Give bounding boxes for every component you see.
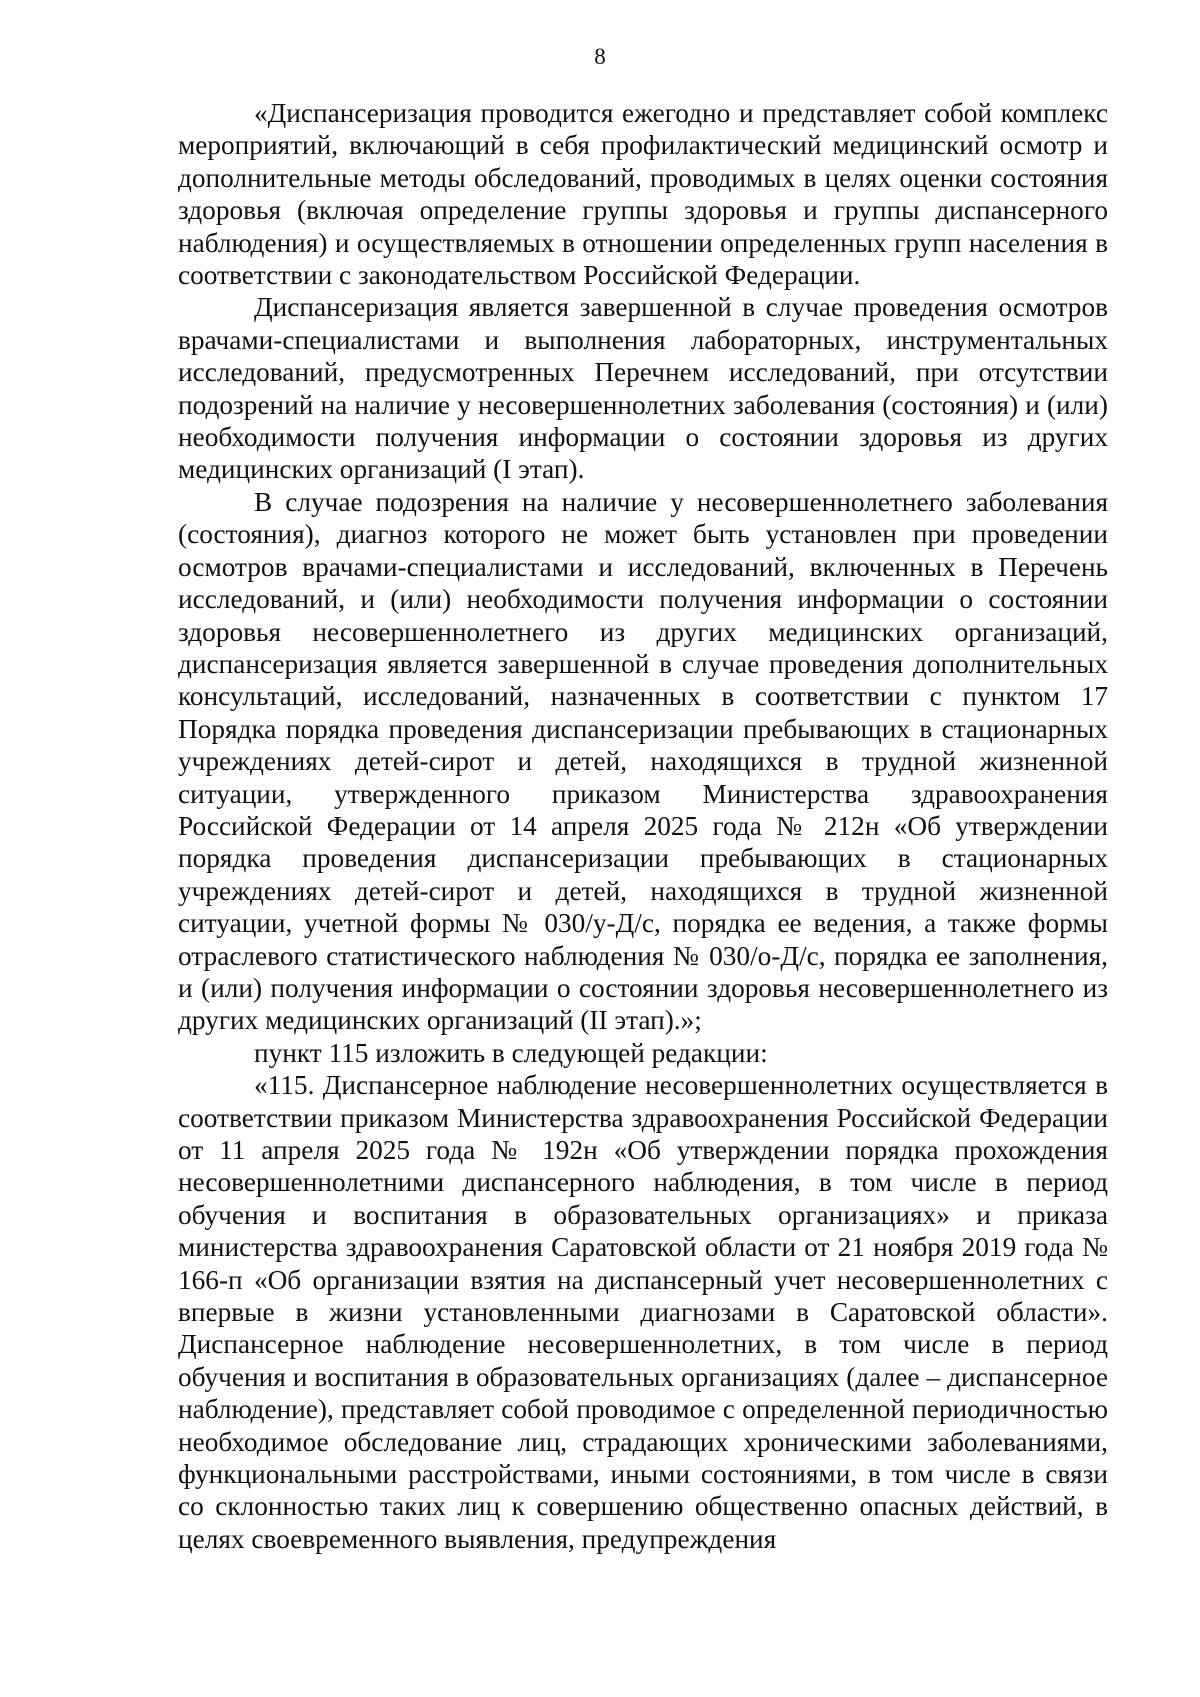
paragraph-dispanserization-definition: «Диспансеризация проводится ежегодно и представляет собой комплекс мероприятий, включающий в себя профилактический медицинский осмотр и дополнительные методы обследований, проводимых в целях оценки состояния здоровья (включая определение группы здоровья и группы диспансерного наблюдения) и осуществляемых в отношении определенных групп населения в соответствии с законодательством Российской Федерации. bbox=[178, 98, 1108, 291]
paragraph-clause-115: «115. Диспансерное наблюдение несовершеннолетних осуществляется в соответствии приказом Министерства здравоохранения Российской Федерации от 11 апреля 2025 года № 192н «Об утверждении порядка прохождения несовершеннолетними диспансерного наблюдения, в том числе в период обучения и воспитания в образовательных организациях» и приказа министерства здравоохранения Саратовской области от 21 ноября 2019 года № 166-п «Об организации взятия на диспансерный учет несовершеннолетних с впервые в жизни установленными диагнозами в Саратовской области». Диспансерное наблюдение несовершеннолетних, в том числе в период обучения и воспитания в образовательных организациях (далее – диспансерное наблюдение), представляет собой проводимое с определенной периодичностью необходимое обследование лиц, страдающих хроническими заболеваниями, функциональными расстройствами, иными состояниями, в том числе в связи со склонностью таких лиц к совершению общественно опасных действий, в целях своевременного выявления, предупреждения bbox=[178, 1070, 1108, 1554]
document-body bbox=[178, 97, 1108, 1555]
page-number: 8 bbox=[594, 44, 606, 69]
paragraph-stage-two: В случае подозрения на наличие у несовершеннолетнего заболевания (состояния), диагноз которого не может быть установлен при проведении осмотров врачами-специалистами и исследований, включенных в Перечень исследований, и (или) необходимости получения информации о состоянии здоровья несовершеннолетнего из других медицинских организаций, диспансеризация является завершенной в случае проведения дополнительных консультаций, исследований, назначенных в соответствии с пунктом 17 Порядка порядка проведения диспансеризации пребывающих в стационарных учреждениях детей-сирот и детей, находящихся в трудной жизненной ситуации, утвержденного приказом Министерства здравоохранения Российской Федерации от 14 апреля 2025 года № 212н «Об утверждении порядка проведения диспансеризации пребывающих в стационарных учреждениях детей-сирот и детей, находящихся в трудной жизненной ситуации, учетной формы № 030/у-Д/с, порядка ее ведения, а также формы отраслевого статистического наблюдения № 030/о-Д/с, порядка ее заполнения, и (или) получения информации о состоянии здоровья несовершеннолетнего из других медицинских организаций (II этап).»; bbox=[178, 486, 1108, 1036]
paragraph-amendment-instruction: пункт 115 изложить в следующей редакции: bbox=[254, 1037, 768, 1068]
paragraph-stage-one: Диспансеризация является завершенной в случае проведения осмотров врачами-специалистами и выполнения лабораторных, инструментальных исследований, предусмотренных Перечнем исследований, при отсутствии подозрений на наличие у несовершеннолетних заболевания (состояния) и (или) необходимости получения информации о состоянии здоровья из других медицинских организаций (I этап). bbox=[178, 292, 1108, 485]
